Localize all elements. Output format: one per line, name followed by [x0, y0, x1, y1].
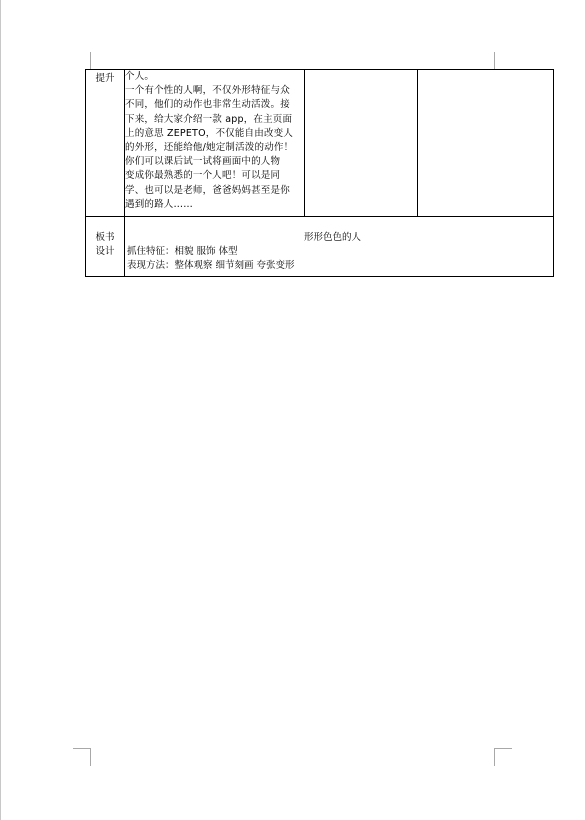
- crop-mark-bottom-right-vertical: [494, 748, 495, 766]
- crop-mark-bottom-left-horizontal: [73, 748, 91, 749]
- empty-cell: [418, 70, 554, 217]
- board-line: 表现方法：整体观察 细节刻画 夸张变形: [127, 260, 295, 272]
- text-line: 下来，给大家介绍一款 app，在主页面: [125, 113, 293, 125]
- empty-cell: [305, 70, 418, 217]
- text-line: 的外形，还能给他/她定制活泼的动作！: [125, 142, 294, 154]
- text-line: 不同，他们的动作也非常生动活泼。接: [125, 99, 290, 111]
- board-line: 抓住特征：相貌 服饰 体型: [127, 246, 238, 258]
- crop-mark-bottom-left-vertical: [90, 748, 91, 766]
- lesson-plan-table: [85, 69, 554, 277]
- crop-mark-bottom-right-horizontal: [494, 748, 512, 749]
- crop-mark-top-left-vertical: [90, 52, 91, 69]
- row-label-extend: 提升: [86, 70, 125, 217]
- text-line: 个人。: [125, 71, 155, 82]
- text-line: 一个有个性的人啊，不仅外形特征与众: [125, 85, 290, 97]
- board-title: 形形色色的人: [304, 232, 362, 243]
- text-line: 学、也可以是老师，爸爸妈妈甚至是你: [125, 184, 290, 196]
- crop-mark-top-right-vertical: [494, 52, 495, 69]
- text-line: 变成你最熟悉的一个人吧！可以是同: [125, 170, 281, 182]
- board-design-cell: [125, 217, 554, 277]
- text-line: 遇到的路人……: [125, 198, 193, 210]
- text-line: 上的意思 ZEPETO，不仅能自由改变人: [125, 127, 294, 139]
- row-label-board: 板书 设计: [86, 217, 125, 277]
- text-line: 你们可以课后试一试将画面中的人物: [125, 156, 281, 168]
- table-row-extend: [86, 70, 554, 217]
- page-left-edge: [0, 0, 1, 820]
- extend-content-cell: [125, 70, 305, 217]
- table-row-board: [86, 217, 554, 277]
